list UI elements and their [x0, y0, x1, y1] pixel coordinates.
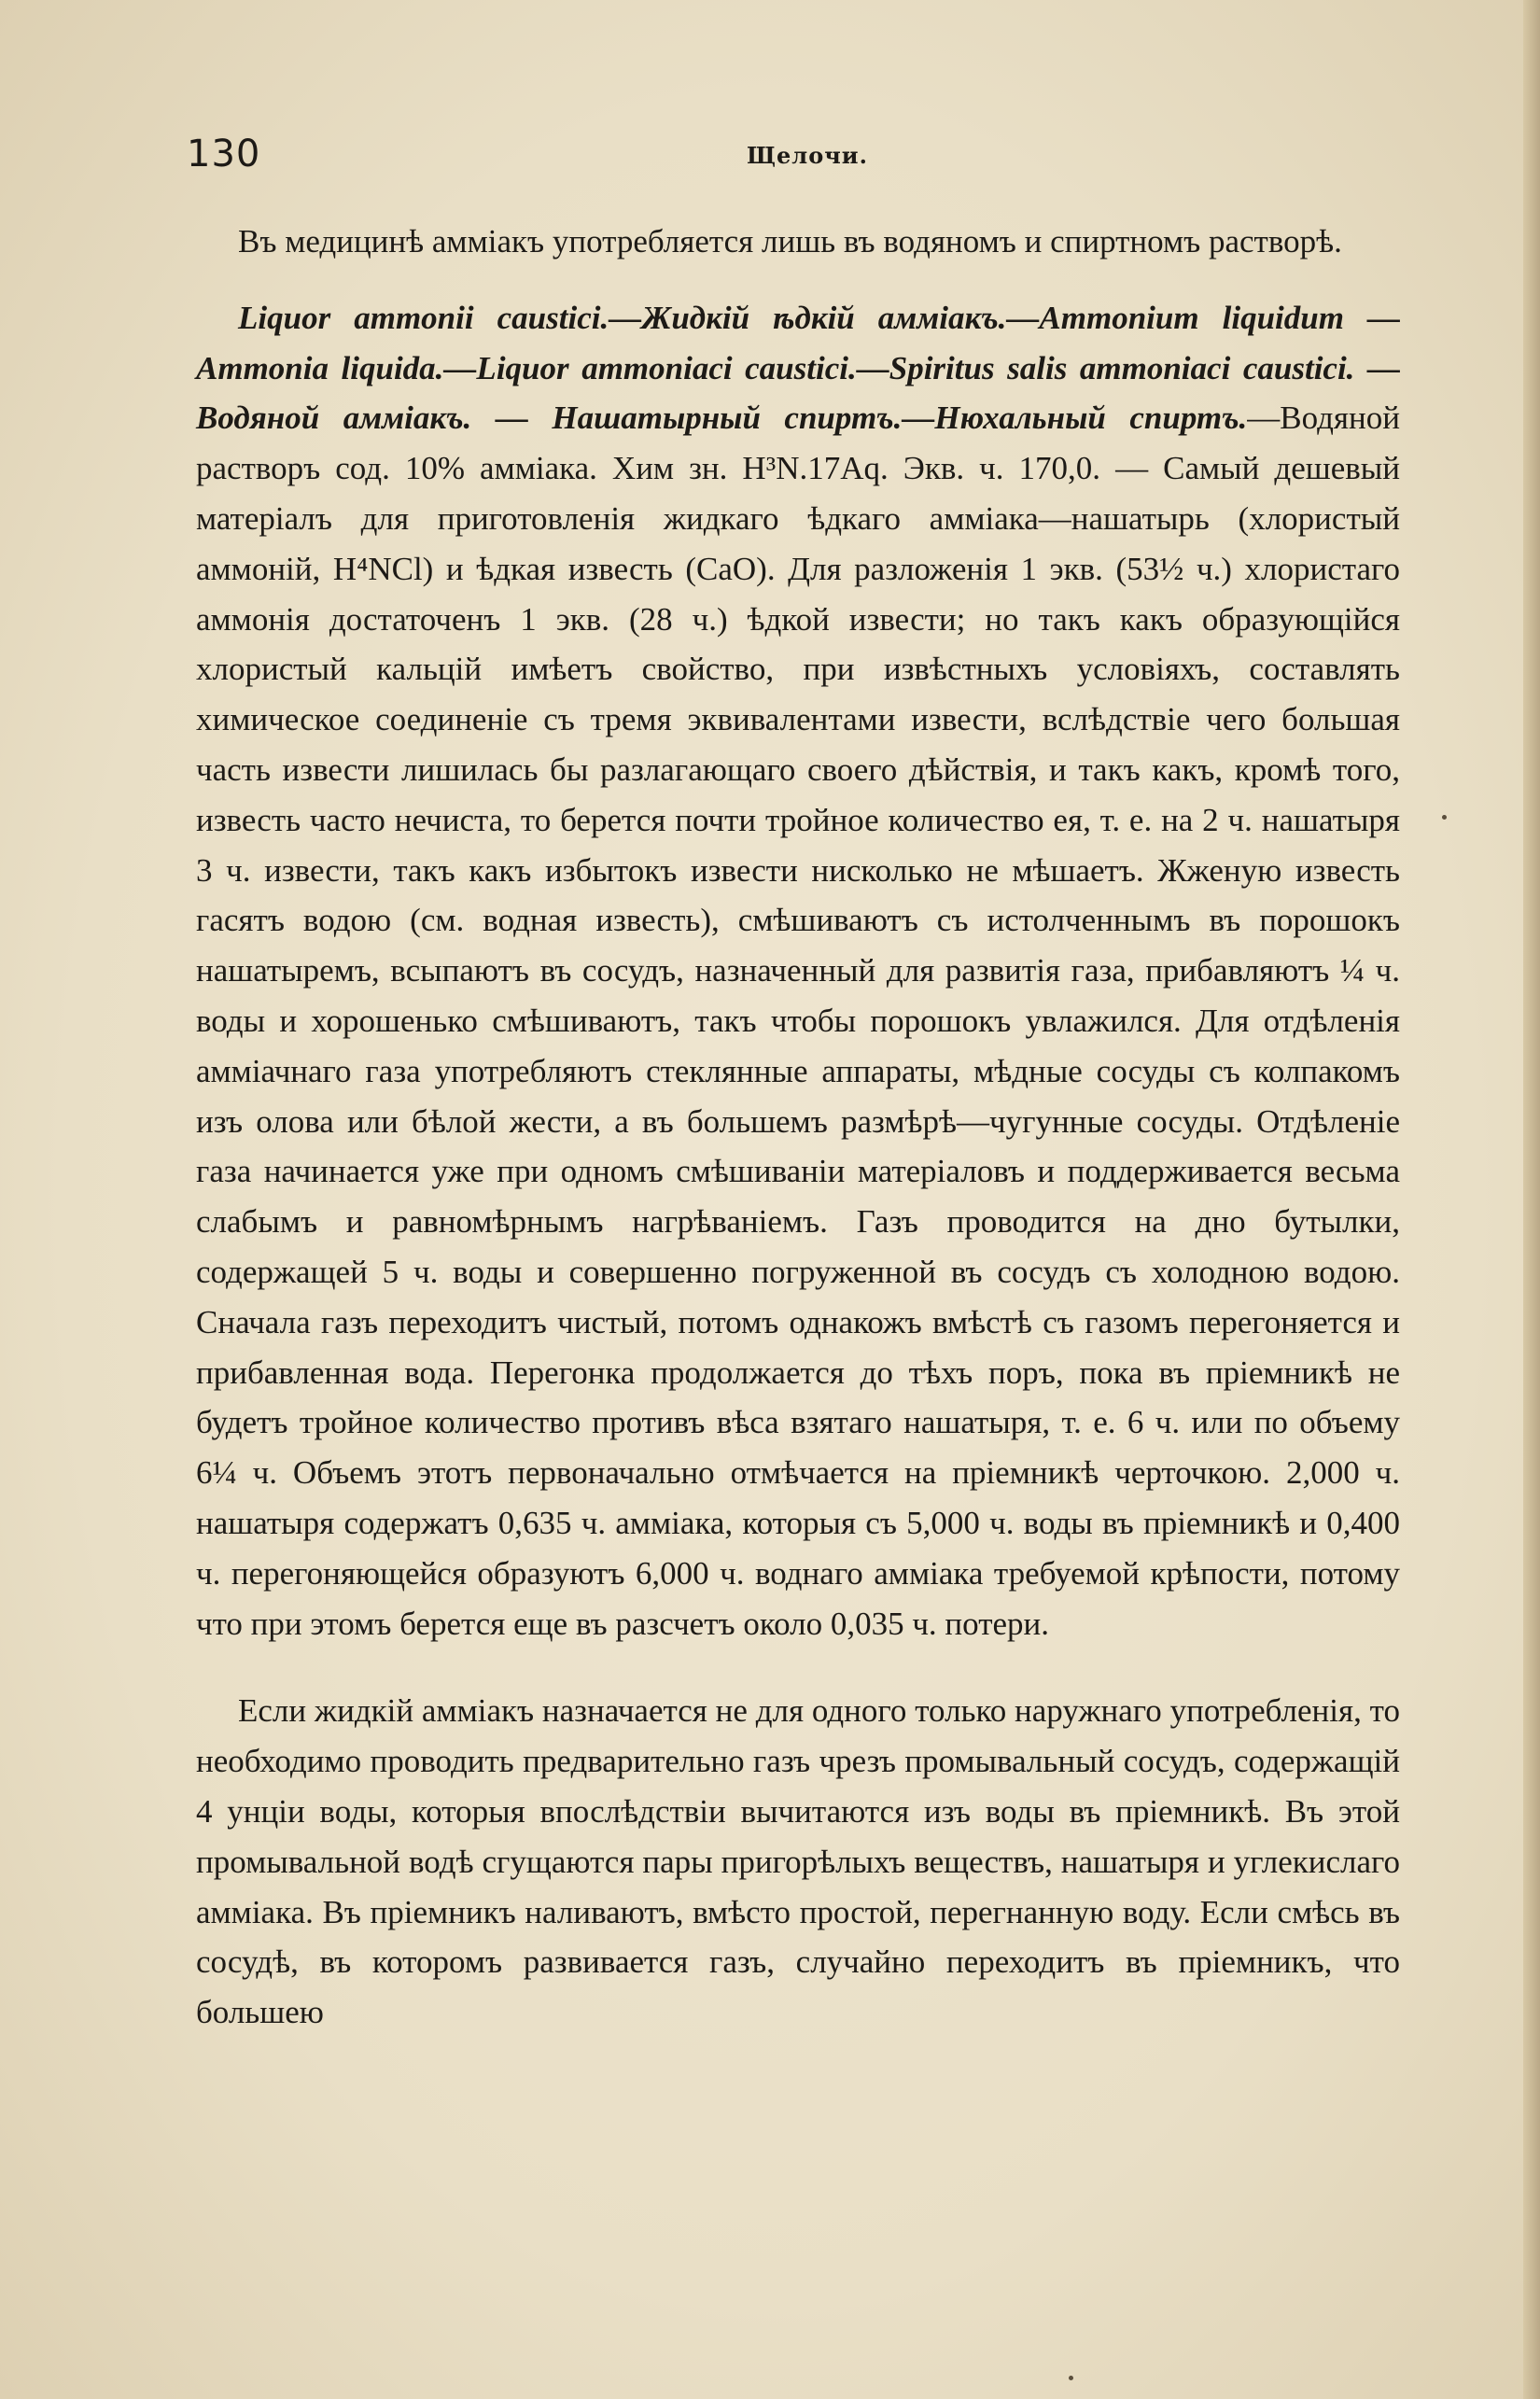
paper-speck	[1069, 2376, 1073, 2380]
paragraph-intro: Въ медицинѣ амміакъ употребляется лишь въ водяномъ и спиртномъ растворѣ.	[238, 223, 1342, 260]
body-text	[196, 217, 1400, 2038]
paragraph-liquor-ammonii	[196, 293, 1400, 1649]
page-number: 130	[187, 133, 261, 175]
paper-speck	[1442, 815, 1447, 820]
page-header	[187, 133, 1400, 189]
preparation-text: —Водяной растворъ сод. 10% амміака. Хим зн. H³N.17Aq. Экв. ч. 170,0. — Самый дешевый матеріалъ для приготовленія жидкаго ѣдкаго амміака—нашатырь (хлористый аммоній, H⁴NCl) и ѣдкая известь (CaO). Для разложенія 1 экв. (53½ ч.) хлористаго аммонія достаточенъ 1 экв. (28 ч.) ѣдкой извести; но такъ какъ образующійся хлористый кальцій имѣетъ свойство, при извѣстныхъ условіяхъ, составлять химическое соединеніе съ тремя эквивалентами извести, вслѣдствіе чего большая часть извести лишилась бы разлагающаго своего дѣйствія, и такъ какъ, кромѣ того, известь часто нечиста, то берется почти тройное количество ея, т. е. на 2 ч. нашатыря 3 ч. извести, такъ какъ избытокъ извести нисколько не мѣшаетъ. Жженую известь гасятъ водою (см. водная известь), смѣшиваютъ съ истолченнымъ въ порошокъ нашатыремъ, всыпаютъ въ сосудъ, назначенный для развитія газа, прибавляютъ ¼ ч. воды и хорошенько смѣшиваютъ, такъ чтобы порошокъ увлажился. Для отдѣленія амміачнаго газа употребляютъ стеклянные аппараты, мѣдные сосуды съ колпакомъ изъ олова или бѣлой жести, а въ большемъ размѣрѣ—чугунные сосуды. Отдѣленіе газа начинается уже при одномъ смѣшиваніи матеріаловъ и поддерживается весьма слабымъ и равномѣрнымъ нагрѣваніемъ. Газъ проводится на дно бутылки, содержащей 5 ч. воды и совершенно погруженной въ сосудъ съ холодною водою. Сначала газъ переходитъ чистый, потомъ однакожъ вмѣстѣ съ газомъ перегоняется и прибавленная вода. Перегонка продолжается до тѣхъ поръ, пока въ пріемникѣ не будетъ тройное количество противъ вѣса взятаго нашатыря, т. е. 6 ч. или по объему 6¼ ч. Объемъ этотъ первоначально отмѣчается на пріемникѣ черточкою. 2,000 ч. нашатыря содержатъ 0,635 ч. амміака, которыя съ 5,000 ч. воды въ пріемникѣ и 0,400 ч. перегоняющейся образуютъ 6,000 ч. воднаго амміака требуемой крѣпости, потому что при этомъ берется еще въ разсчетъ около 0,035 ч. потери.	[196, 400, 1400, 1642]
page-edge-shadow	[1523, 0, 1540, 2399]
running-head: Щелочи.	[747, 142, 868, 169]
paragraph-washing: Если жидкій амміакъ назначается не для одного только наружнаго употребленія, то необходимо проводить предварительно газъ чрезъ промывальный сосудъ, содержащій 4 унціи воды, которыя впослѣдствіи вычитаются изъ воды въ пріемникѣ. Въ этой промывальной водѣ сгущаются пары пригорѣлыхъ веществъ, нашатыря и углекислаго амміака. Въ пріемникъ наливаютъ, вмѣсто простой, перегнанную воду. Если смѣсь въ сосудѣ, въ которомъ развивается газъ, случайно переходитъ въ пріемникъ, что большею	[196, 1692, 1400, 2031]
synonyms-heading: Liquor ammonii caustici.—Жидкій ѣдкій амміакъ.—Ammonium liquidum —Ammonia liquida.—Liquor ammoniaci caustici.—Spiritus salis ammoniaci caustici. — Водяной амміакъ. — Нашатырный спиртъ.—Нюхальный спиртъ.	[196, 299, 1400, 437]
